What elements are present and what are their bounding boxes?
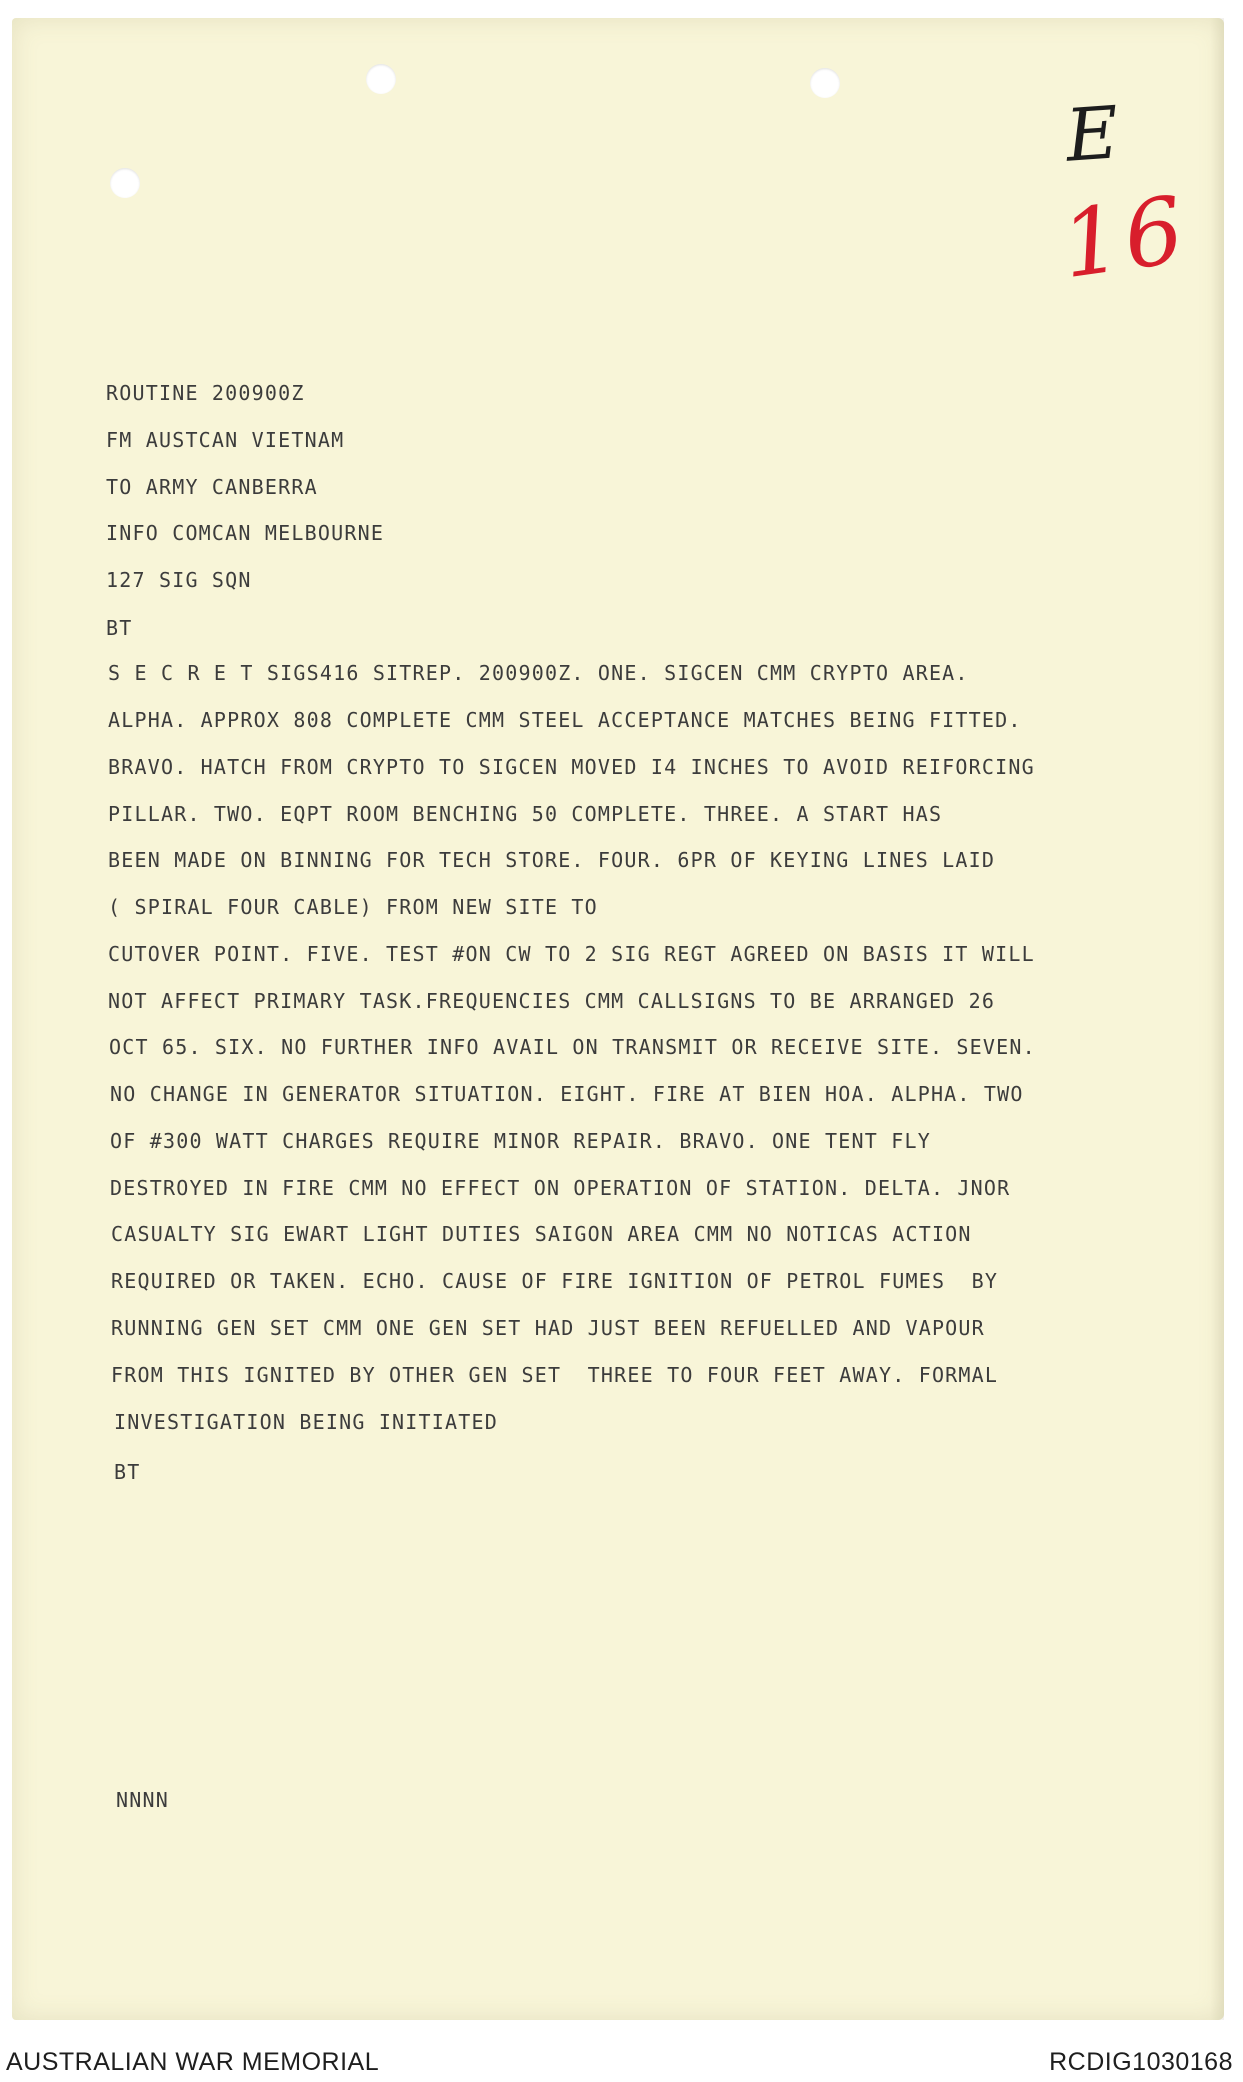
body-line: NOT AFFECT PRIMARY TASK.FREQUENCIES CMM CALLSIGNS TO BE ARRANGED 26	[108, 989, 996, 1013]
body-line: CASUALTY SIG EWART LIGHT DUTIES SAIGON AREA CMM NO NOTICAS ACTION	[111, 1222, 972, 1246]
body-line: ALPHA. APPROX 808 COMPLETE CMM STEEL ACCEPTANCE MATCHES BEING FITTED.	[108, 708, 1022, 732]
header-line-info: INFO COMCAN MELBOURNE	[106, 521, 385, 545]
paper-edge-shadow	[1210, 18, 1224, 2020]
header-line-routine: ROUTINE 200900Z	[106, 381, 305, 405]
body-line: BEEN MADE ON BINNING FOR TECH STORE. FOUR. 6PR OF KEYING LINES LAID	[108, 848, 996, 872]
end-of-message-marker: NNNN	[116, 1788, 169, 1812]
body-line: REQUIRED OR TAKEN. ECHO. CAUSE OF FIRE IGNITION OF PETROL FUMES BY	[111, 1269, 999, 1293]
punch-hole	[810, 68, 840, 98]
header-line-to: TO ARMY CANBERRA	[106, 475, 318, 499]
archive-credit: AUSTRALIAN WAR MEMORIAL	[6, 2048, 380, 2076]
body-line: FROM THIS IGNITED BY OTHER GEN SET THREE TO FOUR FEET AWAY. FORMAL	[111, 1363, 999, 1387]
body-line-bt: BT	[114, 1460, 141, 1484]
body-line: CUTOVER POINT. FIVE. TEST #ON CW TO 2 SIG REGT AGREED ON BASIS IT WILL	[108, 942, 1035, 966]
body-line: S E C R E T SIGS416 SITREP. 200900Z. ONE. SIGCEN CMM CRYPTO AREA.	[108, 661, 969, 685]
body-line: NO CHANGE IN GENERATOR SITUATION. EIGHT. FIRE AT BIEN HOA. ALPHA. TWO	[110, 1082, 1024, 1106]
punch-hole	[110, 168, 140, 198]
body-line: OF #300 WATT CHARGES REQUIRE MINOR REPAIR. BRAVO. ONE TENT FLY	[110, 1129, 931, 1153]
punch-hole	[366, 64, 396, 94]
handwritten-letter-mark: E	[1063, 90, 1122, 178]
body-line: PILLAR. TWO. EQPT ROOM BENCHING 50 COMPLETE. THREE. A START HAS	[108, 802, 943, 826]
handwritten-folio-number: 16	[1055, 175, 1194, 300]
body-line: ( SPIRAL FOUR CABLE) FROM NEW SITE TO	[108, 895, 598, 919]
body-line: INVESTIGATION BEING INITIATED	[114, 1410, 498, 1434]
body-line: BRAVO. HATCH FROM CRYPTO TO SIGCEN MOVED I4 INCHES TO AVOID REIFORCING	[108, 755, 1035, 779]
header-line-from: FM AUSTCAN VIETNAM	[106, 428, 345, 452]
body-line: DESTROYED IN FIRE CMM NO EFFECT ON OPERATION OF STATION. DELTA. JNOR	[110, 1176, 1011, 1200]
body-line: RUNNING GEN SET CMM ONE GEN SET HAD JUST BEEN REFUELLED AND VAPOUR	[111, 1316, 985, 1340]
telegram-sheet	[12, 18, 1224, 2020]
header-line-bt: BT	[106, 616, 133, 640]
archive-reference-id: RCDIG1030168	[1049, 2048, 1233, 2076]
header-line-unit: 127 SIG SQN	[106, 568, 252, 592]
body-line: OCT 65. SIX. NO FURTHER INFO AVAIL ON TRANSMIT OR RECEIVE SITE. SEVEN.	[109, 1035, 1036, 1059]
